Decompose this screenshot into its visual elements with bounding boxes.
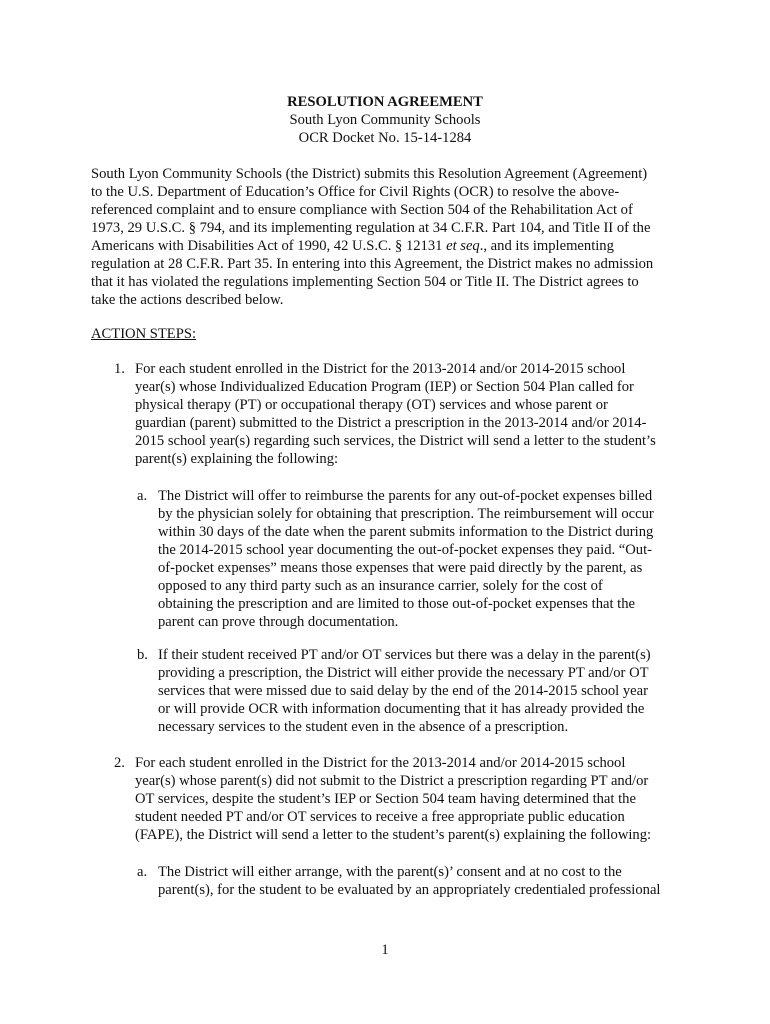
intro-line: 1973, 29 U.S.C. § 794, and its implementing regulation at 34 C.F.R. Part 104, and Title II of the xyxy=(91,220,651,236)
item-text xyxy=(135,360,695,468)
subitem-line: The District will offer to reimburse the parents for any out-of-pocket expenses billed xyxy=(158,488,653,504)
item-number: 1. xyxy=(114,361,125,377)
intro-line: to the U.S. Department of Education’s Office for Civil Rights (OCR) to resolve the above- xyxy=(91,184,620,200)
item-line: (FAPE), the District will send a letter to the student’s parent(s) explaining the following: xyxy=(135,827,652,843)
intro-paragraph xyxy=(91,165,683,309)
item-line: student needed PT and/or OT services to receive a free appropriate public education xyxy=(135,809,625,825)
item-line: OT services, despite the student’s IEP or Section 504 team having determined that the xyxy=(135,791,636,807)
intro-line: take the actions described below. xyxy=(91,292,284,308)
subitem-line: parent(s), for the student to be evaluated by an appropriately credentialed professional xyxy=(158,882,661,898)
item-text xyxy=(135,754,695,844)
subitem-line: providing a prescription, the District will either provide the necessary PT and/or OT xyxy=(158,665,649,681)
item-line: 2015 school year(s) regarding such services, the District will send a letter to the student’s xyxy=(135,433,656,449)
subitem-line: within 30 days of the date when the parent submits information to the District during xyxy=(158,524,654,540)
item-line: year(s) whose parent(s) did not submit to the District a prescription regarding PT and/or xyxy=(135,773,649,789)
subitem-letter: b. xyxy=(137,647,148,663)
page-number: 1 xyxy=(381,942,389,958)
subitem-line: obtaining the prescription and are limited to those out-of-pocket expenses that the xyxy=(158,596,635,612)
item-line: parent(s) explaining the following: xyxy=(135,451,339,467)
subitem-line: services that were missed due to said delay by the end of the 2014-2015 school year xyxy=(158,683,648,699)
subitem-text xyxy=(158,646,698,736)
district-name: South Lyon Community Schools xyxy=(289,112,481,128)
intro-line xyxy=(91,237,683,255)
subitem-line: opposed to any third party such as an insurance carrier, solely for the cost of xyxy=(158,578,603,594)
subitem-letter: a. xyxy=(137,864,148,880)
subitem-line: If their student received PT and/or OT services but there was a delay in the parent(s) xyxy=(158,647,651,663)
subitem-line: of-pocket expenses” means those expenses that were paid directly by the parent, as xyxy=(158,560,643,576)
intro-line-tail: ., and its implementing xyxy=(479,238,614,254)
item-line: For each student enrolled in the District for the 2013-2014 and/or 2014-2015 school xyxy=(135,361,626,377)
subitem-line: necessary services to the student even in the absence of a prescription. xyxy=(158,719,569,735)
item-line: guardian (parent) submitted to the District a prescription in the 2013-2014 and/or 2014- xyxy=(135,415,647,431)
et-seq-italic: et seq xyxy=(446,238,480,254)
subitem-line: parent can prove through documentation. xyxy=(158,614,399,630)
subitem-line: the 2014-2015 school year documenting the out-of-pocket expenses they paid. “Out- xyxy=(158,542,653,558)
intro-line: that it has violated the regulations implementing Section 504 or Title II. The District agrees to xyxy=(91,274,639,290)
item-number: 2. xyxy=(114,755,125,771)
document-title: RESOLUTION AGREEMENT xyxy=(287,94,483,110)
item-line: year(s) whose Individualized Education Program (IEP) or Section 504 Plan called for xyxy=(135,379,634,395)
intro-line: regulation at 28 C.F.R. Part 35. In entering into this Agreement, the District makes no admission xyxy=(91,256,654,272)
action-steps-heading xyxy=(91,325,196,343)
action-steps-label: ACTION STEPS xyxy=(91,326,192,342)
subitem-line: The District will either arrange, with the parent(s)’ consent and at no cost to the xyxy=(158,864,622,880)
item-line: For each student enrolled in the District for the 2013-2014 and/or 2014-2015 school xyxy=(135,755,626,771)
subitem-line: by the physician solely for obtaining that prescription. The reimbursement will occur xyxy=(158,506,654,522)
subitem-line: or will provide OCR with information documenting that it has already provided the xyxy=(158,701,645,717)
subitem-text xyxy=(158,487,698,631)
action-steps-colon: : xyxy=(191,326,197,342)
intro-line: referenced complaint and to ensure compliance with Section 504 of the Rehabilitation Act of xyxy=(91,202,633,218)
intro-line-text: Americans with Disabilities Act of 1990, 42 U.S.C. § 12131 xyxy=(91,238,447,254)
item-line: physical therapy (PT) or occupational therapy (OT) services and whose parent or xyxy=(135,397,608,413)
subitem-text xyxy=(158,863,698,899)
intro-line: South Lyon Community Schools (the District) submits this Resolution Agreement (Agreement) xyxy=(91,166,648,182)
subitem-letter: a. xyxy=(137,488,148,504)
document-header xyxy=(0,93,770,147)
docket-number: OCR Docket No. 15-14-1284 xyxy=(298,130,472,146)
